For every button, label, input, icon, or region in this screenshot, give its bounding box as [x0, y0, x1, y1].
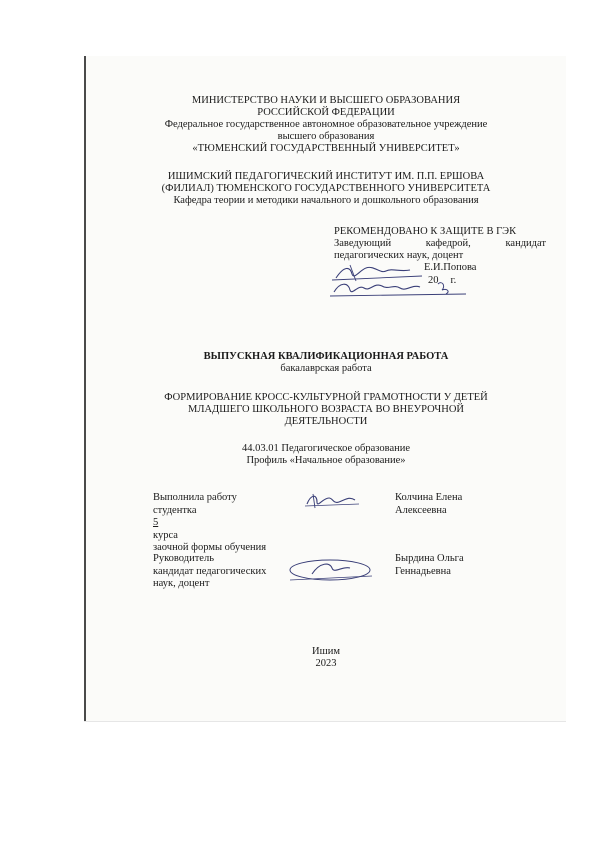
- approval-year-suffix: г.: [450, 275, 457, 286]
- student-label: студентка: [153, 504, 197, 516]
- date-stamp-icon: [330, 278, 470, 300]
- ministry-line-2: РОССИЙСКОЙ ФЕДЕРАЦИИ: [257, 107, 395, 118]
- scan-left-edge: [84, 56, 86, 722]
- supervisor-role-line-1: Руководитель: [153, 553, 214, 564]
- student-role-line-3: заочной формы обучения: [153, 542, 267, 553]
- position-word-2: кафедрой,: [425, 238, 471, 249]
- institute-line-1: ИШИМСКИЙ ПЕДАГОГИЧЕСКИЙ ИНСТИТУТ ИМ. П.П. ЕРШОВА: [167, 171, 485, 182]
- student-name-line-1: Колчина Елена: [395, 492, 463, 503]
- ministry-line-3: Федеральное государственное автономное образовательное учреждение: [164, 119, 488, 130]
- course-label: курса: [153, 529, 178, 541]
- thesis-topic: [86, 392, 566, 428]
- topic-line-2: МЛАДШЕГО ШКОЛЬНОГО ВОЗРАСТА ВО ВНЕУРОЧНОЙ: [188, 404, 464, 415]
- student-name: [395, 492, 462, 517]
- thesis-type: ВЫПУСКНАЯ КВАЛИФИКАЦИОННАЯ РАБОТА: [203, 351, 449, 362]
- ministry-line-4: высшего образования: [277, 131, 375, 142]
- topic-line-1: ФОРМИРОВАНИЕ КРОСС-КУЛЬТУРНОЙ ГРАМОТНОСТИ У ДЕТЕЙ: [164, 392, 488, 403]
- supervisor-name-line-2: Геннадьевна: [395, 565, 451, 577]
- department-name: Кафедра теории и методики начального и дошкольного образования: [173, 195, 479, 206]
- institute-header: [86, 171, 566, 207]
- handwritten-signature-icon: [286, 556, 376, 584]
- specialty-block: [86, 443, 566, 467]
- student-name-line-2: Алексеевна: [395, 504, 447, 516]
- specialty-code: 44.03.01 Педагогическое образование: [241, 443, 410, 454]
- specialty-profile: Профиль «Начальное образование»: [246, 455, 406, 466]
- approval-year-prefix: 20: [428, 275, 439, 286]
- approver-position-line-1: [334, 238, 546, 250]
- topic-line-3: ДЕЯТЕЛЬНОСТИ: [284, 416, 368, 427]
- ministry-line-1: МИНИСТЕРСТВО НАУКИ И ВЫСШЕГО ОБРАЗОВАНИЯ: [191, 95, 461, 106]
- thesis-level: бакалаврская работа: [280, 363, 372, 374]
- position-word-3: кандидат: [505, 238, 546, 249]
- institute-line-2: (ФИЛИАЛ) ТЮМЕНСКОГО ГОСУДАРСТВЕННОГО УНИВЕРСИТЕТА: [161, 183, 491, 194]
- ministry-header: [86, 95, 566, 155]
- position-word-1: Заведующий: [334, 238, 392, 249]
- supervisor-role-line-2: кандидат педагогических: [153, 565, 267, 577]
- approver-position-line-2: педагогических наук, доцент: [334, 250, 464, 261]
- supervisor-name-line-1: Бырдина Ольга: [395, 553, 464, 564]
- student-role: [153, 492, 266, 555]
- supervisor-role: [153, 553, 266, 591]
- supervisor-role-line-3: наук, доцент: [153, 578, 210, 589]
- city: Ишим: [312, 646, 340, 657]
- recommendation-heading: РЕКОМЕНДОВАНО К ЗАЩИТЕ В ГЭК: [334, 226, 517, 237]
- year: 2023: [315, 658, 337, 669]
- handwritten-signature-icon: [303, 490, 363, 512]
- scan-bottom-edge: [84, 721, 566, 722]
- thesis-type-block: [86, 351, 566, 375]
- approver-name: Е.И.Попова: [424, 262, 477, 273]
- student-role-line-1: Выполнила работу: [153, 492, 237, 503]
- university-name: «ТЮМЕНСКИЙ ГОСУДАРСТВЕННЫЙ УНИВЕРСИТЕТ»: [192, 143, 460, 154]
- student-course: 5: [153, 517, 159, 528]
- student-role-line-2: [153, 505, 266, 543]
- supervisor-name: [395, 553, 464, 578]
- city-year-block: [86, 646, 566, 670]
- scanned-page: [84, 56, 566, 722]
